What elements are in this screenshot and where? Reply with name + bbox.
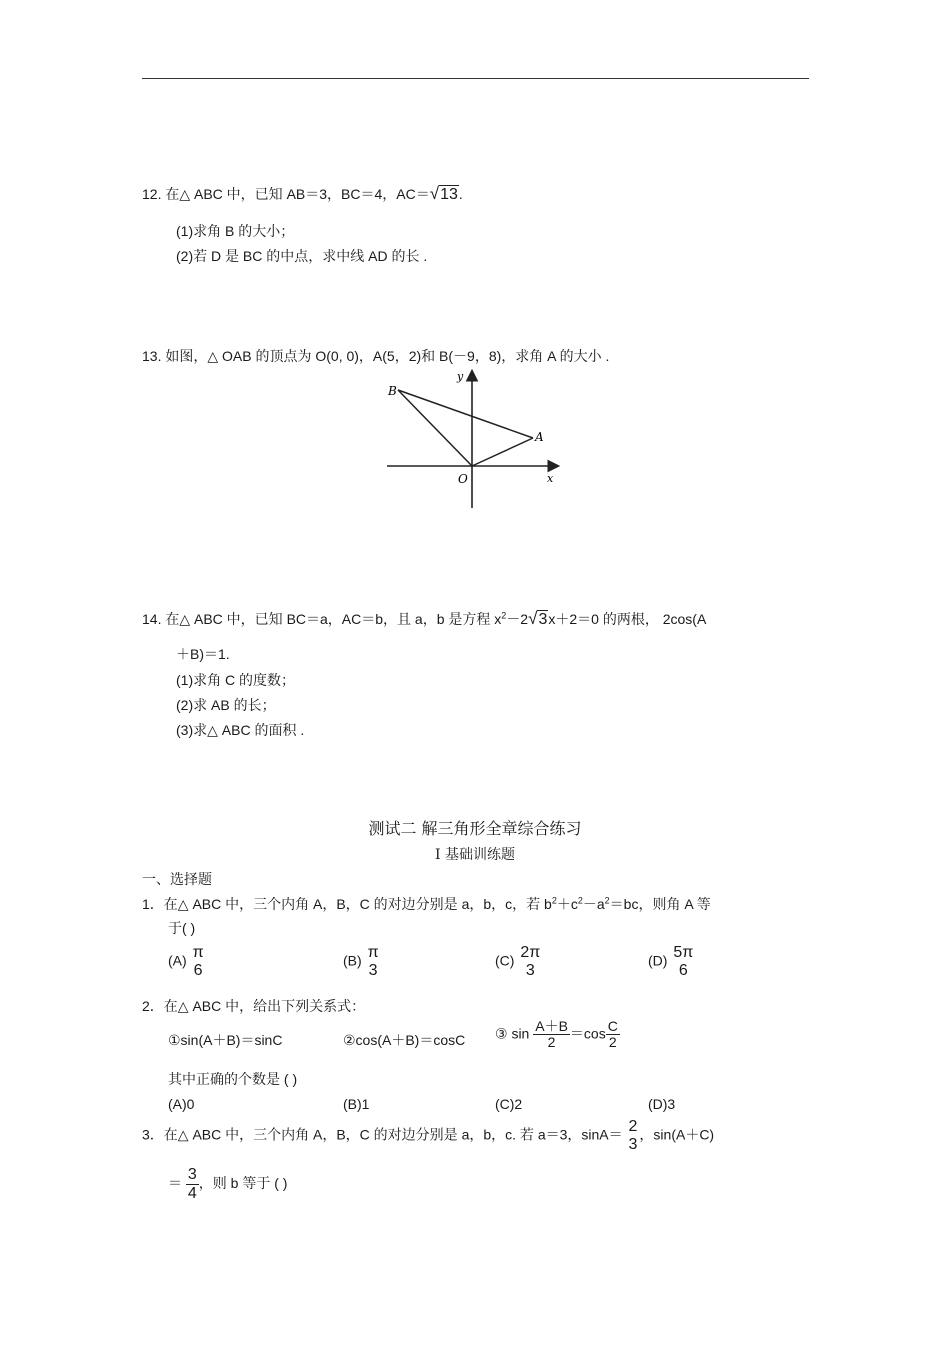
label-a: A bbox=[535, 430, 544, 444]
segment-ba bbox=[398, 390, 533, 438]
question-2-relation-2: ②cos(A＋B)＝cosC bbox=[343, 1032, 466, 1048]
question-12-part-2: (2)若 D 是 BC 的中点，求中线 AD 的长 . bbox=[176, 248, 428, 264]
label-y: y bbox=[457, 370, 464, 383]
question-14-line-2: ＋B)＝1. bbox=[176, 646, 230, 662]
segment-oa bbox=[472, 438, 533, 466]
question-3: 3．在△ ABC 中，三个内角 A，B，C 的对边分别是 a，b，c. 若 a＝3，sinA＝ 2 3 ，sin(A＋C) bbox=[142, 1118, 715, 1153]
label-o: O bbox=[458, 472, 468, 486]
question-2-relation-1: ①sin(A＋B)＝sinC bbox=[168, 1032, 283, 1048]
question-2-text: 2．在△ ABC 中，给出下列关系式： bbox=[142, 998, 366, 1014]
question-14-part-1: (1)求角 C 的度数； bbox=[176, 672, 295, 688]
question-1-option-c: (C) 2π 3 bbox=[495, 944, 541, 979]
question-12-text: 12. 在△ ABC 中，已知 AB＝3，BC＝4，AC＝ bbox=[142, 186, 430, 202]
question-1-line-2: 于( ) bbox=[168, 920, 196, 936]
question-12-part-1: (1)求角 B 的大小； bbox=[176, 223, 295, 239]
question-2-option-c: (C)2 bbox=[495, 1096, 523, 1112]
question-2-option-a: (A)0 bbox=[168, 1096, 195, 1112]
question-12: 12. 在△ ABC 中，已知 AB＝3，BC＝4，AC＝√13. bbox=[142, 184, 463, 203]
sqrt-3: √3 bbox=[528, 609, 548, 628]
question-14-part-2: (2)求 AB 的长； bbox=[176, 697, 276, 713]
section-subtitle: Ⅰ 基础训练题 bbox=[435, 847, 515, 863]
section-title: 测试二 解三角形全章综合练习 bbox=[368, 819, 582, 838]
question-1-option-a: (A) π 6 bbox=[168, 944, 204, 979]
question-2-option-b: (B)1 bbox=[343, 1096, 370, 1112]
question-2-option-d: (D)3 bbox=[648, 1096, 676, 1112]
triangle-figure bbox=[385, 368, 565, 513]
question-1: 1．在△ ABC 中，三个内角 A，B，C 的对边分别是 a，b，c，若 $b^2+c^2-a^2=bc$，则角 A 等 bbox=[142, 895, 711, 912]
sqrt-13: √13 bbox=[429, 184, 458, 203]
question-2-count: 其中正确的个数是 ( ) bbox=[168, 1071, 298, 1087]
question-1-option-b: (B) π 3 bbox=[343, 944, 379, 979]
question-14-part-3: (3)求△ ABC 的面积 . bbox=[176, 722, 305, 738]
question-13-text: 13. 如图，△ OAB 的顶点为 O(0, 0)，A(5，2)和 B(－9，8)，求角 A 的大小 . bbox=[142, 348, 610, 364]
header-rule bbox=[142, 78, 809, 79]
segment-bo bbox=[398, 390, 472, 466]
question-14: 14. 在△ ABC 中，已知 BC＝a，AC＝b，且 a，b 是方程 $x^2-2√3x+2=0$ 的两根， 2cos(A bbox=[142, 609, 707, 628]
question-2-relation-3: ③ sin $\frac{A+B}{2}$ ＝cos $\frac{C}{2}$ bbox=[495, 1018, 618, 1051]
question-3-line-2: ＝ $\frac{3}{4}$ ，则 b 等于 ( ) bbox=[168, 1166, 288, 1202]
label-b: B bbox=[388, 384, 397, 398]
label-x: x bbox=[547, 472, 554, 485]
question-1-option-d: (D) 5π 6 bbox=[648, 944, 694, 979]
section-heading: 一、选择题 bbox=[142, 872, 212, 888]
